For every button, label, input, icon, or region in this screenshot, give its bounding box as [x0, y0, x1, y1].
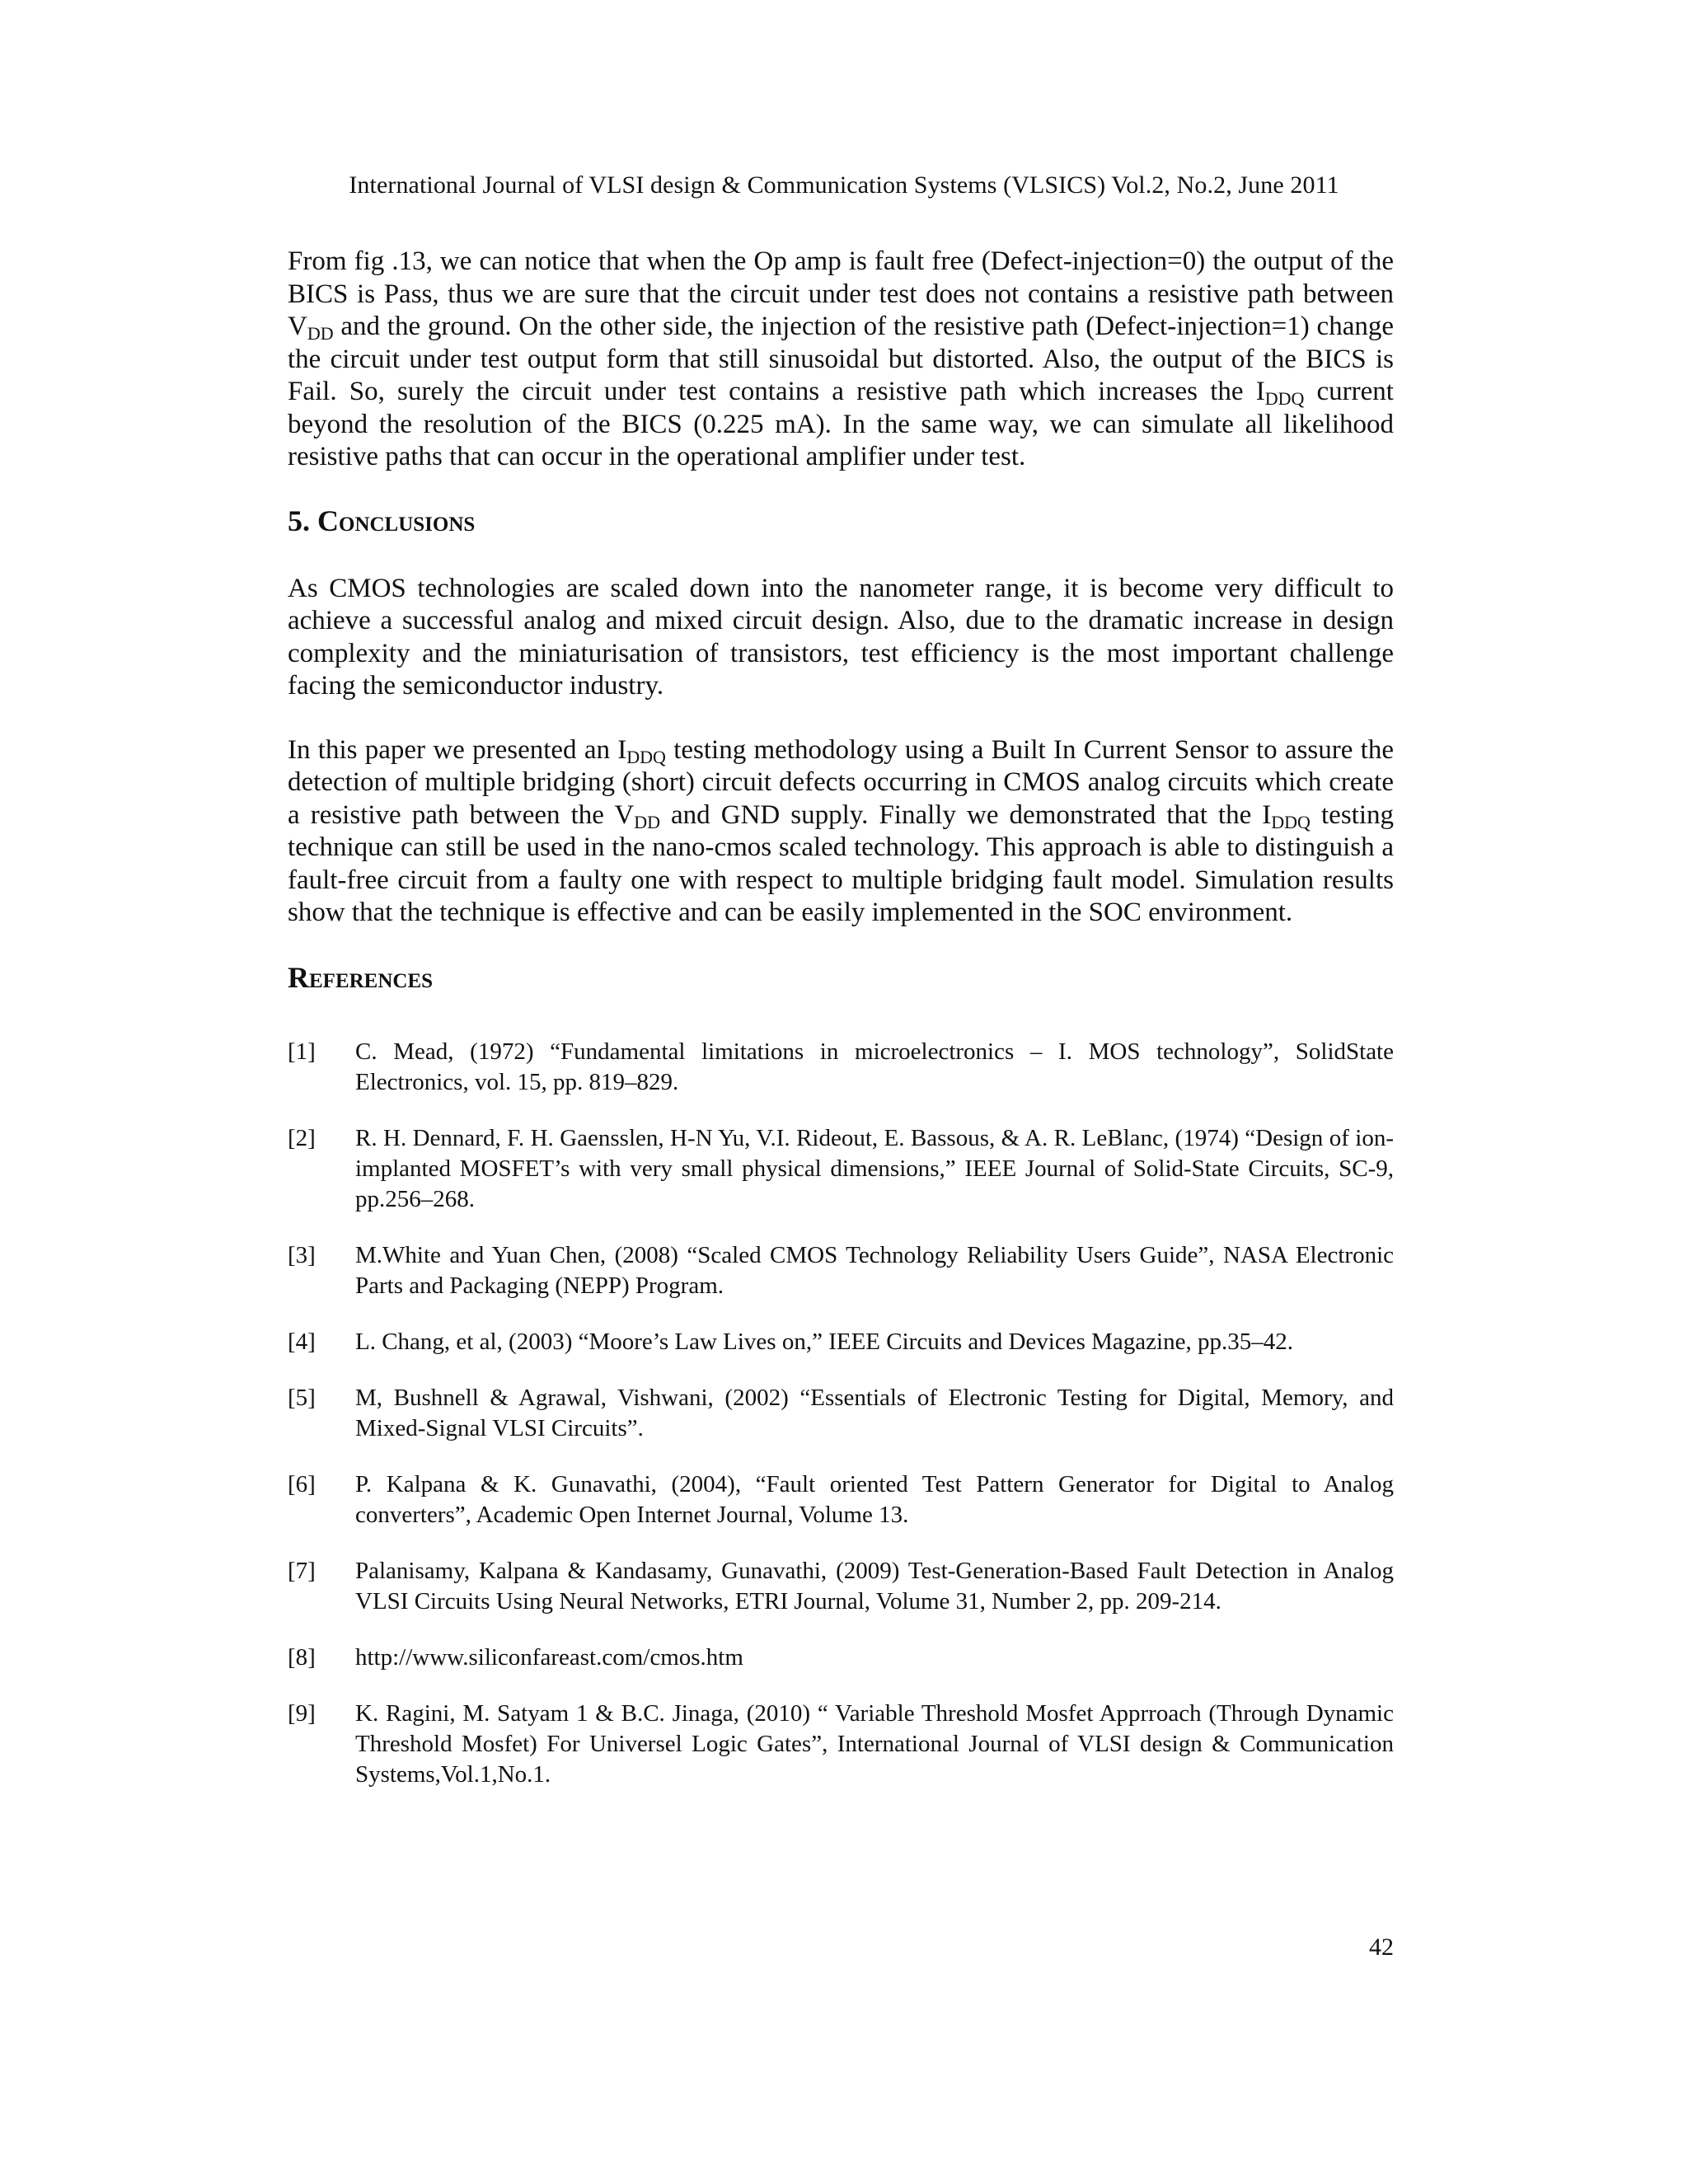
conclusions-text-4: testing technique can still be used in the nano-cmos scaled technology. This approach is able to distinguish a fault-free circuit from a faulty one with respect to multiple bridging fault model. Simulation results show that the technique is effective and can be easily implemented in the SOC environment. [288, 799, 1395, 927]
running-header: International Journal of VLSI design & Communication Systems (VLSICS) Vol.2, No.2, June 2011 [349, 171, 1339, 199]
reference-text: L. Chang, et al, (2003) “Moore’s Law Lives on,” IEEE Circuits and Devices Magazine, pp.35–42. [355, 1328, 1293, 1355]
reference-text: M.White and Yuan Chen, (2008) “Scaled CMOS Technology Reliability Users Guide”, NASA Electronic Parts and Packaging (NEPP) Program. [355, 1241, 1394, 1299]
reference-item [288, 1240, 1394, 1301]
conclusions-subscript-iddq-2: DDQ [1271, 811, 1311, 832]
intro-text-1: From fig .13, we can notice that when the Op amp is fault free (Defect-injection=0) the output of the BICS is Pass, thus we are sure that the circuit under test does not contains a resistive path between V [288, 246, 1394, 341]
reference-item [288, 1643, 1394, 1673]
reference-text: C. Mead, (1972) “Fundamental limitations in microelectronics – I. MOS technology”, SolidState Electronics, vol. 15, pp. 819–829. [355, 1038, 1394, 1095]
page-number: 42 [1369, 1933, 1394, 1961]
references-heading: References [288, 960, 434, 994]
reference-item [288, 1556, 1394, 1617]
reference-number: [3] [288, 1241, 316, 1268]
conclusions-subscript-iddq-1: DDQ [626, 746, 666, 767]
reference-number: [6] [288, 1470, 316, 1497]
intro-subscript-vdd: DD [307, 323, 334, 344]
references-list [288, 1037, 1394, 1790]
reference-text: P. Kalpana & K. Gunavathi, (2004), “Fault oriented Test Pattern Generator for Digital to Analog converters”, Academic Open Internet Journal, Volume 13. [355, 1470, 1394, 1528]
reference-number: [9] [288, 1699, 316, 1727]
conclusions-paragraph-2 [288, 734, 1394, 930]
reference-number: [5] [288, 1384, 316, 1411]
intro-text-3: current beyond the resolution of the BICS (0.225 mA). In the same way, we can simulate all likelihood resistive paths that can occur in the operational amplifier under test. [288, 377, 1394, 471]
reference-item [288, 1699, 1394, 1790]
reference-link[interactable]: http://www.siliconfareast.com/cmos.htm [355, 1643, 743, 1671]
reference-text: Palanisamy, Kalpana & Kandasamy, Gunavathi, (2009) Test-Generation-Based Fault Detection in Analog VLSI Circuits Using Neural Networks, ETRI Journal, Volume 31, Number 2, pp. 209-214. [355, 1557, 1394, 1615]
reference-text: R. H. Dennard, F. H. Gaensslen, H-N Yu, V.I. Rideout, E. Bassous, & A. R. LeBlanc, (1974) “Design of ion-implanted MOSFET’s with very small physical dimensions,” IEEE Journal of Solid-State Circuits, SC-9, pp.256–268. [355, 1124, 1394, 1212]
intro-text-2: and the ground. On the other side, the injection of the resistive path (Defect-injection=1) change the circuit under test output form that still sinusoidal but distorted. Also, the output of the BICS is Fail. So, surely the circuit under test contains a resistive path which increases the I [288, 312, 1394, 406]
conclusions-text-1: In this paper we presented an I [288, 734, 627, 765]
conclusions-heading: 5. Conclusions [288, 504, 476, 537]
conclusions-subscript-vdd: DD [634, 811, 660, 832]
reference-item [288, 1123, 1394, 1215]
reference-item [288, 1037, 1394, 1098]
reference-number: [1] [288, 1038, 316, 1065]
reference-number: [8] [288, 1643, 316, 1671]
reference-item [288, 1469, 1394, 1530]
reference-text: M, Bushnell & Agrawal, Vishwani, (2002) “Essentials of Electronic Testing for Digital, Memory, and Mixed-Signal VLSI Circuits”. [355, 1384, 1394, 1441]
reference-item [288, 1383, 1394, 1444]
reference-number: [7] [288, 1557, 316, 1584]
reference-number: [4] [288, 1328, 316, 1355]
page-body [288, 246, 1394, 1790]
intro-subscript-iddq: DDQ [1264, 388, 1305, 409]
reference-item [288, 1327, 1394, 1357]
conclusions-text-3: and GND supply. Finally we demonstrated that the I [659, 799, 1272, 830]
conclusions-text-2: testing methodology using a Built In Current Sensor to assure the detection of multiple bridging (short) circuit defects occurring in CMOS analog circuits which create a resistive path between the V [288, 734, 1394, 830]
intro-paragraph [288, 246, 1394, 474]
reference-number: [2] [288, 1124, 316, 1151]
reference-text: K. Ragini, M. Satyam 1 & B.C. Jinaga, (2010) “ Variable Threshold Mosfet Apprroach (Through Dynamic Threshold Mosfet) For Universel Logic Gates”, International Journal of VLSI design & Communication Systems,Vol.1,No.1. [355, 1699, 1394, 1788]
conclusions-paragraph-1: As CMOS technologies are scaled down into the nanometer range, it is become very difficult to achieve a successful analog and mixed circuit design. Also, due to the dramatic increase in design complexity and the miniaturisation of transistors, test efficiency is the most important challenge facing the semiconductor industry. [288, 573, 1394, 701]
